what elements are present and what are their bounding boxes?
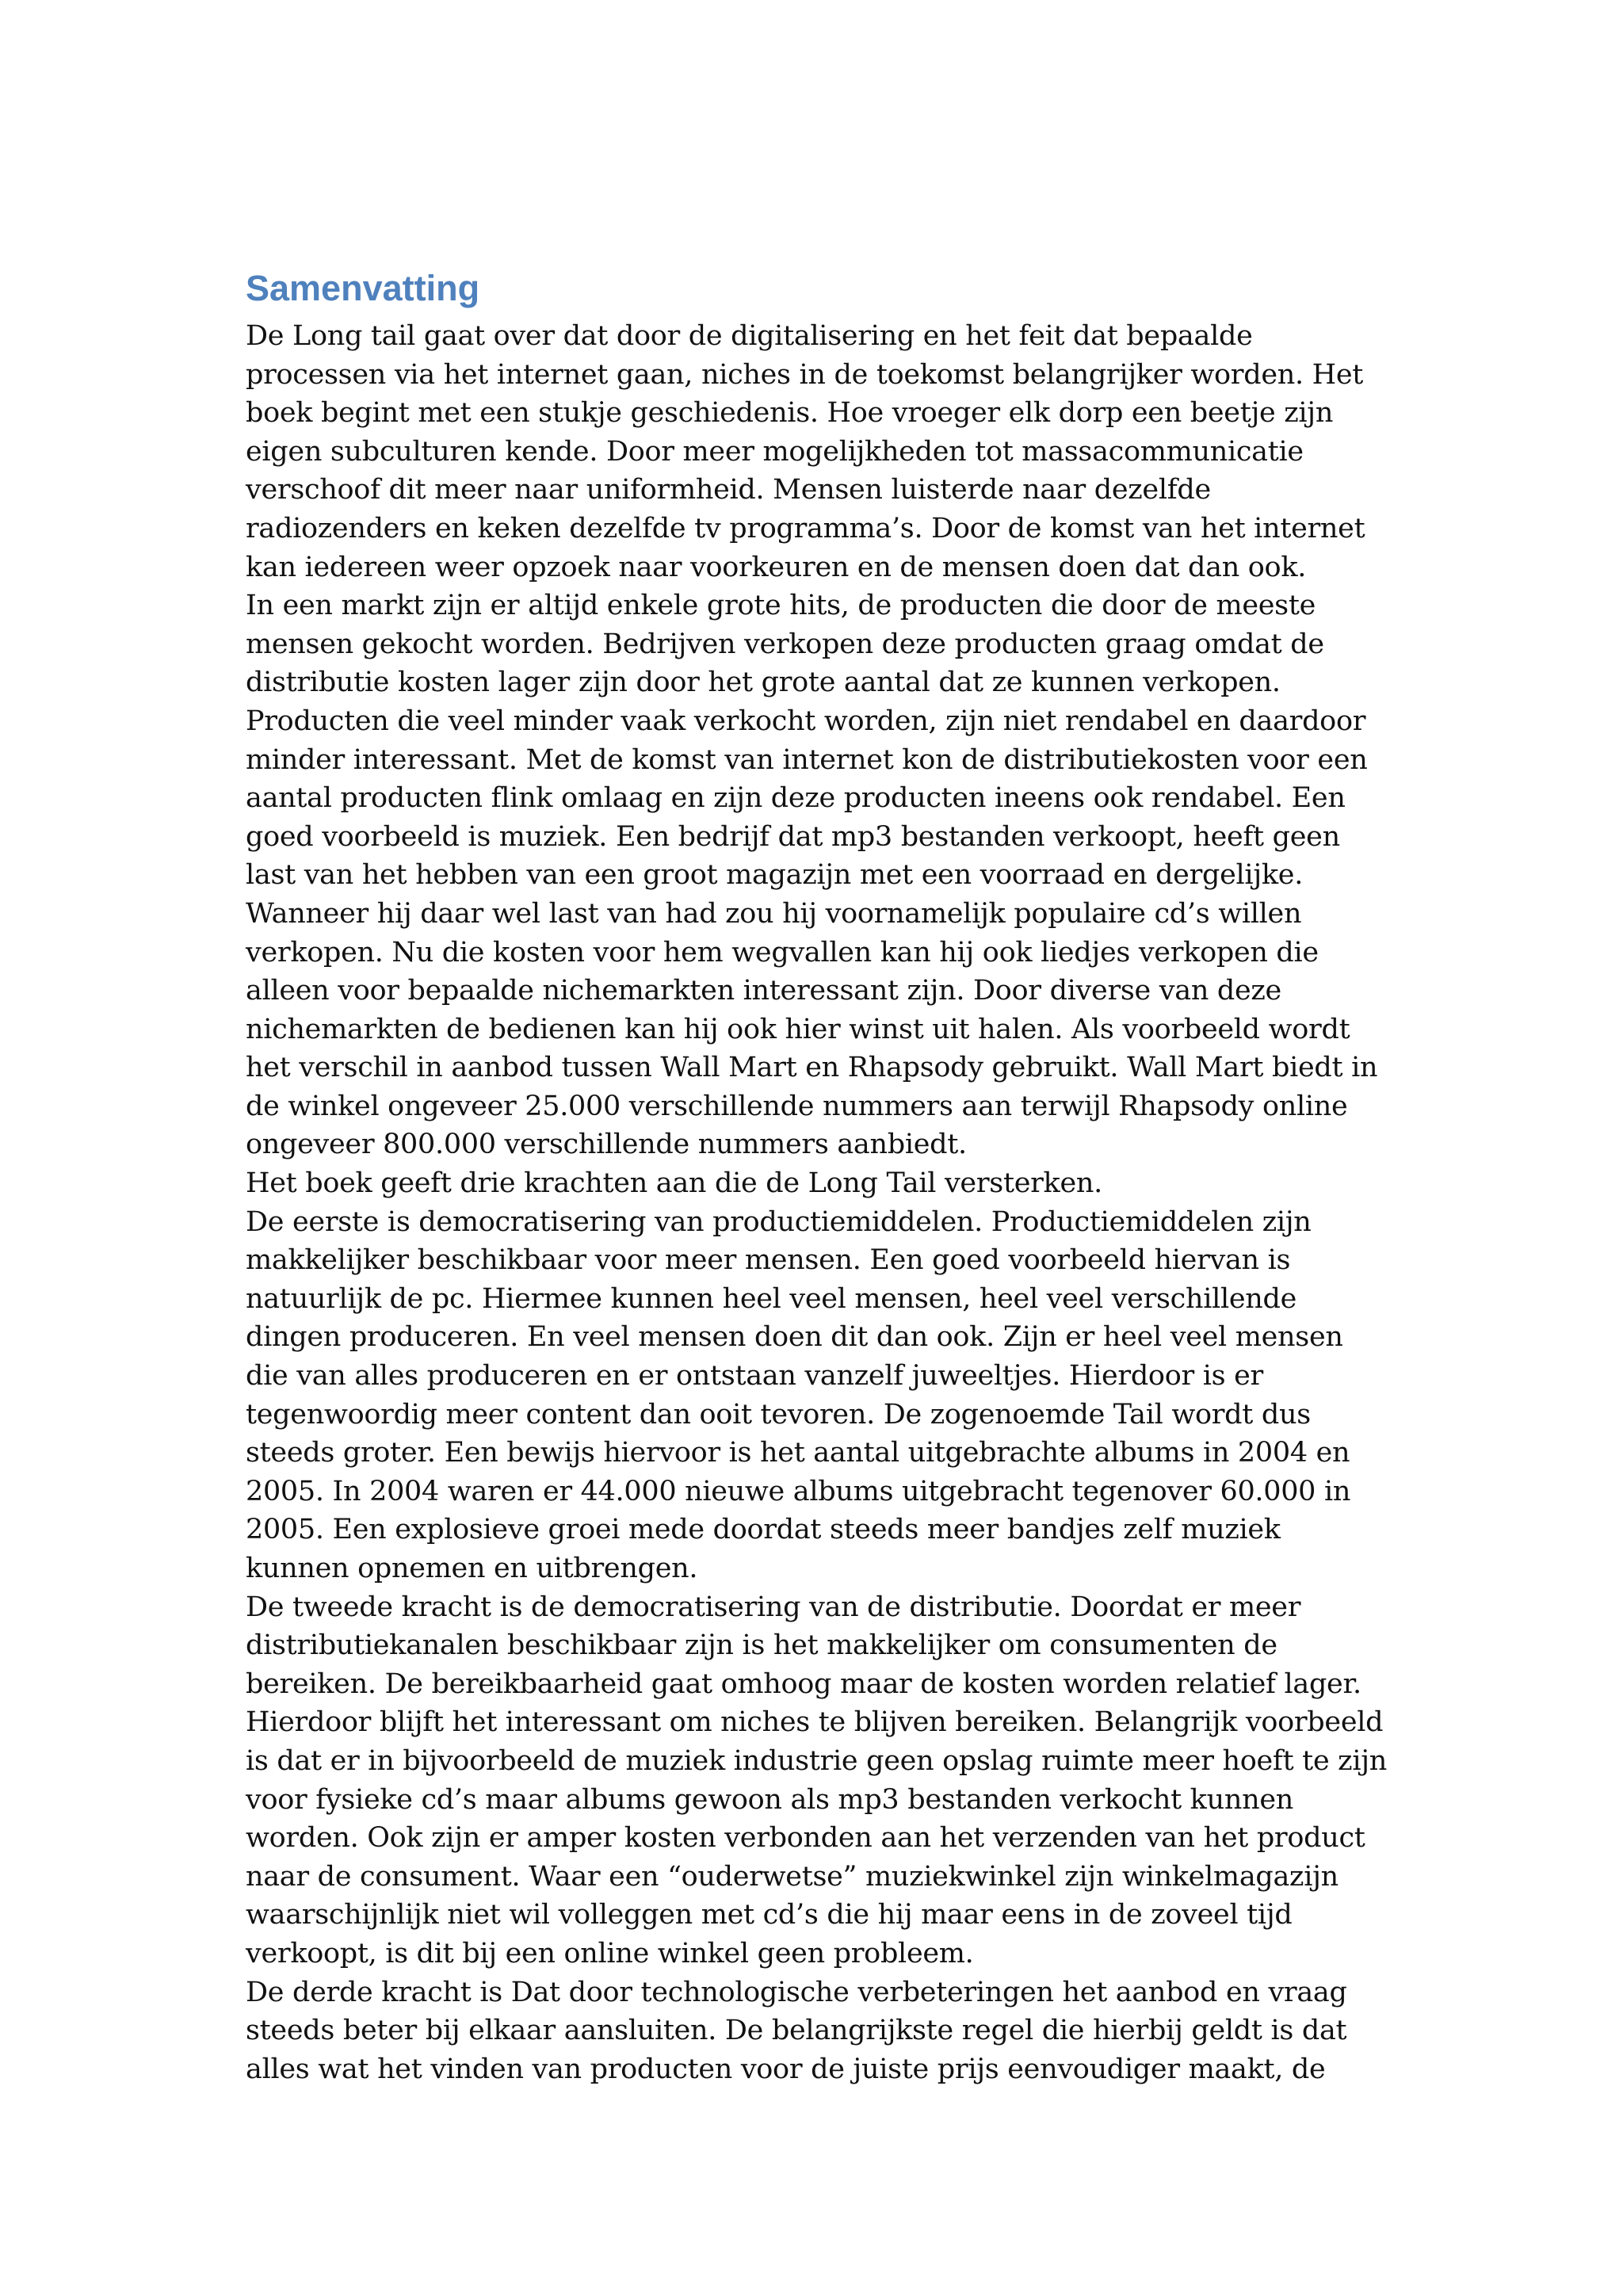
section-heading: Samenvatting: [246, 268, 480, 308]
paragraph-three-forces: Het boek geeft drie krachten aan die de Long Tail versterken.: [246, 1167, 1102, 1200]
paragraph-intro: De Long tail gaat over dat door de digitalisering en het feit dat bepaalde processen via het internet gaan, niches in de toekomst belangrijker worden. Het boek begint met een stukje geschiedenis. Hoe vroeger elk dorp een beetje zijn eigen subculturen kende. Door meer mogelijkheden tot massacommunicatie verschoof dit meer naar uniformheid. Mensen luisterde naar dezelfde radiozenders en keken dezelfde tv programma’s. Door de komst van het internet kan iedereen weer opzoek naar voorkeuren en de mensen doen dat dan ook.: [246, 320, 1365, 583]
document-body: [246, 263, 1387, 2088]
paragraph-market: In een markt zijn er altijd enkele grote hits, de producten die door de meeste mensen gekocht worden. Bedrijven verkopen deze producten graag omdat de distributie kosten lager zijn door het grote aantal dat ze kunnen verkopen. Producten die veel minder vaak verkocht worden, zijn niet rendabel en daardoor minder interessant. Met de komst van internet kon de distributiekosten voor een aantal producten flink omlaag en zijn deze producten ineens ook rendabel. Een goed voorbeeld is muziek. Een bedrijf dat mp3 bestanden verkoopt, heeft geen last van het hebben van een groot magazijn met een voorraad en dergelijke. Wanneer hij daar wel last van had zou hij voornamelijk populaire cd’s willen verkopen. Nu die kosten voor hem wegvallen kan hij ook liedjes verkopen die alleen voor bepaalde nichemarkten interessant zijn. Door diverse van deze nichemarkten de bedienen kan hij ook hier winst uit halen. Als voorbeeld wordt het verschil in aanbod tussen Wall Mart en Rhapsody gebruikt. Wall Mart biedt in de winkel ongeveer 25.000 verschillende nummers aan terwijl Rhapsody online ongeveer 800.000 verschillende nummers aanbiedt.: [246, 590, 1378, 1161]
paragraph-first-force: De eerste is democratisering van productiemiddelen. Productiemiddelen zijn makkelijker beschikbaar voor meer mensen. Een goed voorbeeld hiervan is natuurlijk de pc. Hiermee kunnen heel veel mensen, heel veel verschillende dingen produceren. En veel mensen doen dit dan ook. Zijn er heel veel mensen die van alles produceren en er ontstaan vanzelf juweeltjes. Hierdoor is er tegenwoordig meer content dan ooit tevoren. De zogenoemde Tail wordt dus steeds groter. Een bewijs hiervoor is het aantal uitgebrachte albums in 2004 en 2005. In 2004 waren er 44.000 nieuwe albums uitgebracht tegenover 60.000 in 2005. Een explosieve groei mede doordat steeds meer bandjes zelf muziek kunnen opnemen en uitbrengen.: [246, 1205, 1351, 1584]
paragraph-third-force: De derde kracht is Dat door technologische verbeteringen het aanbod en vraag steeds beter bij elkaar aansluiten. De belangrijkste regel die hierbij geldt is dat alles wat het vinden van producten voor de juiste prijs eenvoudiger maakt, de: [246, 1976, 1347, 2085]
paragraph-second-force: De tweede kracht is de democratisering van de distributie. Doordat er meer distributiekanalen beschikbaar zijn is het makkelijker om consumenten de bereiken. De bereikbaarheid gaat omhoog maar de kosten worden relatief lager. Hierdoor blijft het interessant om niches te blijven bereiken. Belangrijk voorbeeld is dat er in bijvoorbeeld de muziek industrie geen opslag ruimte meer hoeft te zijn voor fysieke cd’s maar albums gewoon als mp3 bestanden verkocht kunnen worden. Ook zijn er amper kosten verbonden aan het verzenden van het product naar de consument. Waar een “ouderwetse” muziekwinkel zijn winkelmagazijn waarschijnlijk niet wil volleggen met cd’s die hij maar eens in de zoveel tijd verkoopt, is dit bij een online winkel geen probleem.: [246, 1591, 1388, 1969]
